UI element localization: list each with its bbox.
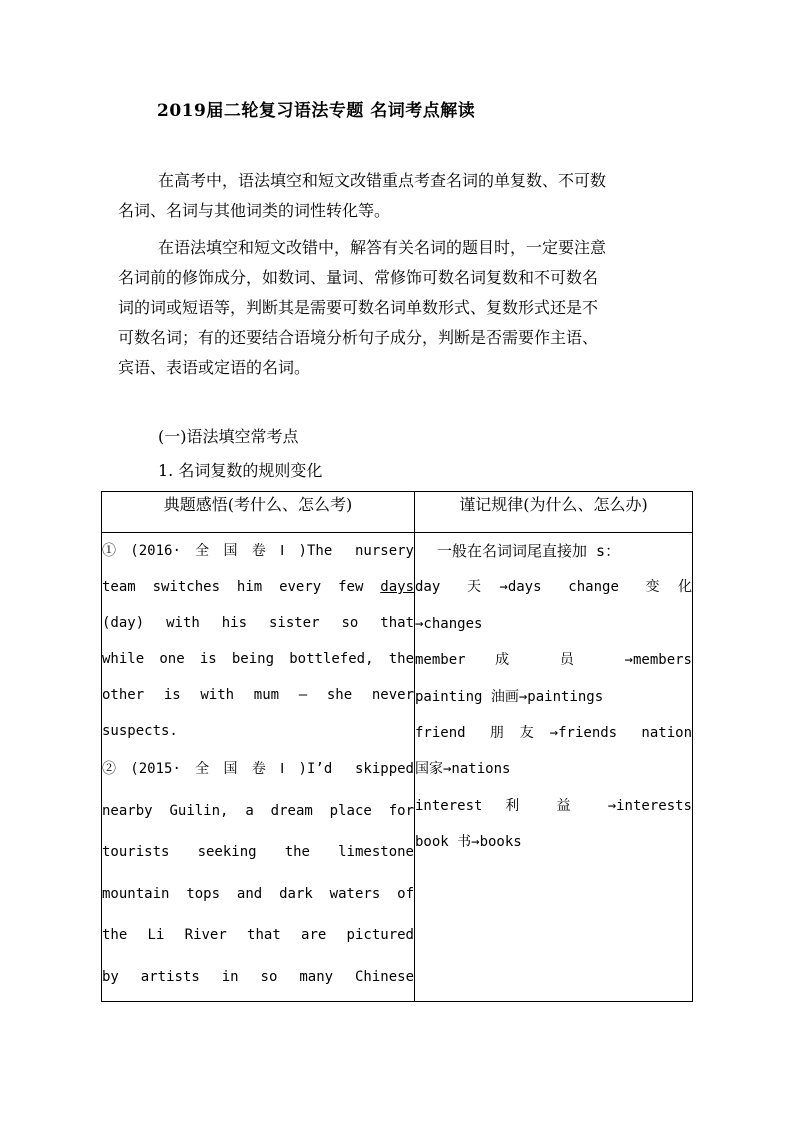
paragraph-line: 可数名词；有的还要结合语境分析句子成分，判断是否需要作主语、	[118, 328, 599, 347]
answer-word: days	[380, 579, 414, 595]
paragraph-line: 在高考中，语法填空和短文改错重点考查名词的单复数、不可数	[158, 171, 607, 190]
example-line: other is with mum — she never	[102, 687, 414, 703]
example-line: while one is being bottlefed, the	[102, 651, 414, 667]
rule-line: interest 利 益 →interests	[415, 797, 692, 814]
rule-line: →changes	[415, 615, 483, 632]
table-header-row	[102, 492, 693, 533]
example-line: (day) with his sister so that	[102, 615, 414, 631]
example-line: nearby Guilin, a dream place for	[102, 802, 414, 819]
examples-cell	[102, 533, 415, 1002]
example-line: tourists seeking the limestone	[102, 844, 414, 861]
example-line: by artists in so many Chinese	[102, 968, 414, 985]
rules-cell	[415, 533, 693, 1002]
example-line	[102, 569, 414, 605]
table-row	[102, 533, 693, 1002]
example-1	[102, 533, 414, 749]
paragraph-line: 词的词或短语等，判断其是需要可数名词单数形式、复数形式还是不	[118, 298, 599, 317]
rule-line: painting 油画→paintings	[415, 688, 604, 705]
intro-paragraph-1	[118, 166, 688, 226]
example-line: ①(2016·全国卷Ⅰ)The nursery	[102, 543, 414, 559]
paragraph-line: 在语法填空和短文改错中，解答有关名词的题目时，一定要注意	[158, 238, 607, 257]
rule-intro: 一般在名词词尾直接加 s：	[437, 542, 621, 560]
paragraph-line: 宾语、表语或定语的名词。	[118, 358, 311, 377]
example-line: the Li River that are pictured	[102, 927, 414, 944]
rule-line: book 书→books	[415, 834, 522, 851]
section-heading: (一)语法填空常考点	[158, 427, 299, 446]
intro-paragraph-2	[118, 233, 688, 383]
rule-line: member 成 员 →members	[415, 652, 692, 669]
rule-line: day 天→days change 变化	[415, 579, 692, 596]
rule-line: friend 朋友→friends nation	[415, 725, 692, 742]
page-title: 2019届二轮复习语法专题 名词考点解读	[157, 101, 476, 121]
subsection-heading: 1. 名词复数的规则变化	[158, 461, 323, 480]
example-line: suspects.	[102, 723, 178, 739]
example-line: ②(2015·全国卷Ⅰ)I’d skipped	[102, 761, 414, 777]
rule-line: 国家→nations	[415, 761, 511, 778]
paragraph-line: 名词前的修饰成分，如数词、量词、常修饰可数名词复数和不可数名	[118, 268, 599, 287]
rules-table	[101, 491, 693, 1002]
paragraph-line: 名词、名词与其他词类的词性转化等。	[118, 201, 391, 220]
example-text: team switches him every few	[102, 579, 381, 595]
example-line: mountain tops and dark waters of	[102, 885, 414, 902]
example-2	[102, 749, 414, 999]
table-header-examples: 典题感悟(考什么、怎么考)	[102, 492, 415, 533]
table-header-rules: 谨记规律(为什么、怎么办)	[415, 492, 693, 533]
